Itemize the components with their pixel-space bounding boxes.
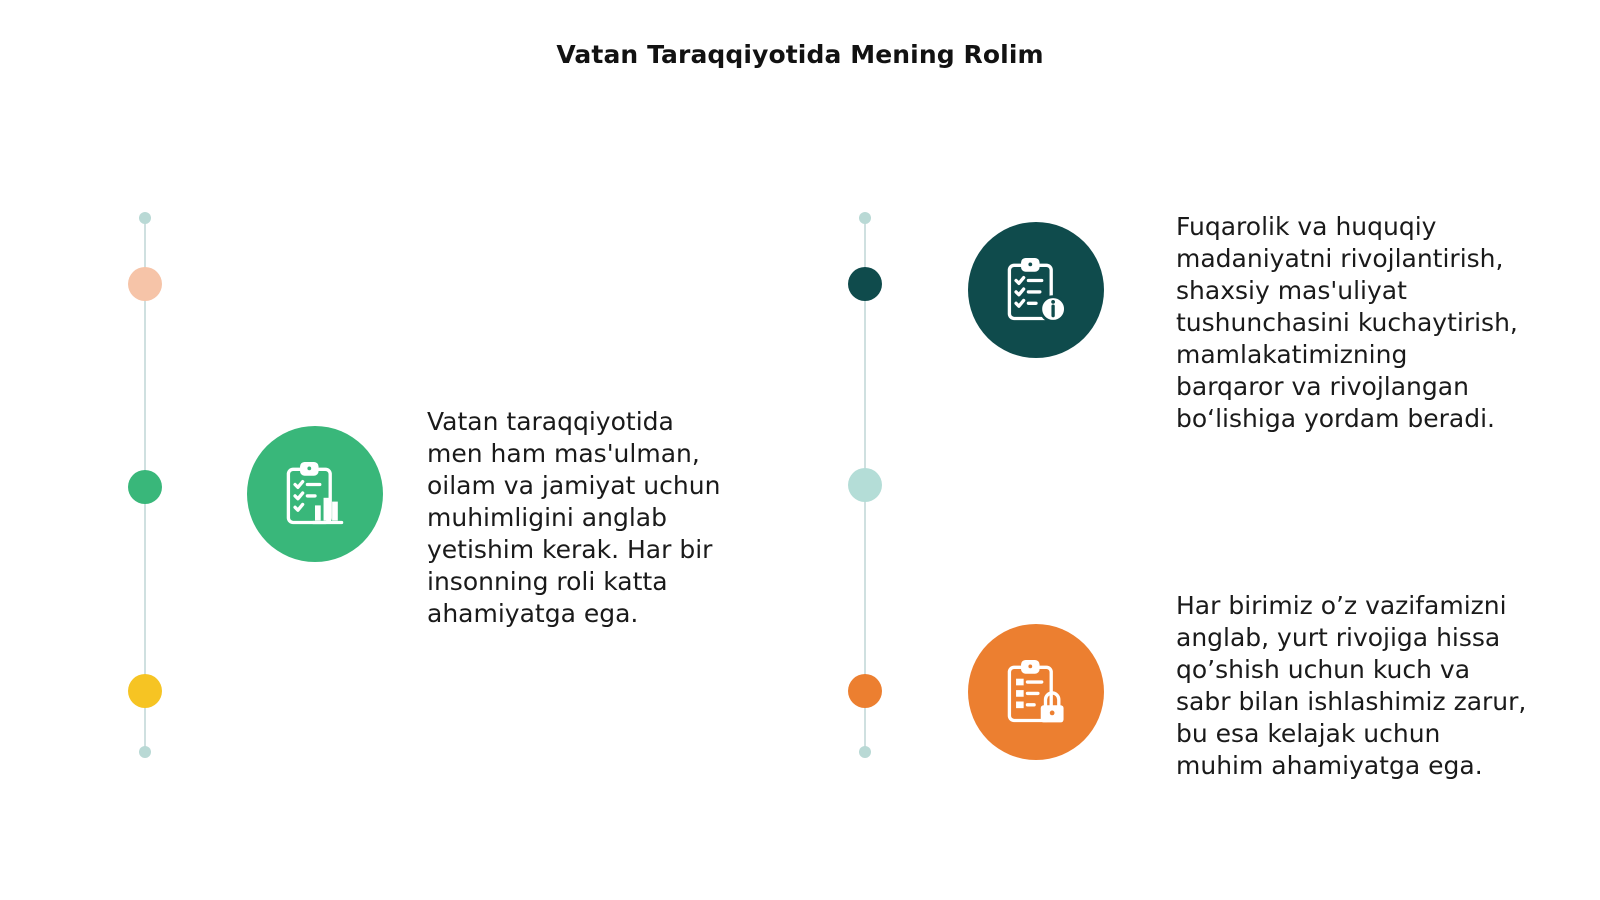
timeline-dot-light-teal	[848, 468, 882, 502]
timeline-cap-top	[859, 212, 871, 224]
item-text: Har birimiz o’z vazifamizni anglab, yurt rivojiga hissa qo’shish uchun kuch va sabr bilan ishlashimiz zarur, bu esa kelajak uchun muhim ahamiyatga ega.	[1176, 591, 1527, 780]
clipboard-lock-icon	[968, 624, 1104, 760]
clipboard-chart-icon	[247, 426, 383, 562]
timeline-dot-orange	[848, 674, 882, 708]
item-text: Vatan taraqqiyotida men ham mas'ulman, oilam va jamiyat uchun muhimligini anglab yetishim kerak. Har bir insonning roli katta ahamiyatga ega.	[427, 407, 721, 628]
timeline-left	[128, 210, 162, 766]
timeline-cap-bottom	[139, 746, 151, 758]
timeline-dot-green	[128, 470, 162, 504]
timeline-dot-yellow	[128, 674, 162, 708]
clipboard-info-icon	[968, 222, 1104, 358]
timeline-cap-bottom	[859, 746, 871, 758]
item-text: Fuqarolik va huquqiy madaniyatni rivojlantirish, shaxsiy mas'uliyat tushunchasini kuchaytirish, mamlakatimizning barqaror va rivojlangan bo‘lishiga yordam beradi.	[1176, 212, 1518, 433]
timeline-right	[848, 210, 882, 766]
timeline-dot-dark-teal	[848, 267, 882, 301]
page-title: Vatan Taraqqiyotida Mening Rolim	[556, 40, 1044, 69]
timeline-cap-top	[139, 212, 151, 224]
timeline-dot-peach	[128, 267, 162, 301]
